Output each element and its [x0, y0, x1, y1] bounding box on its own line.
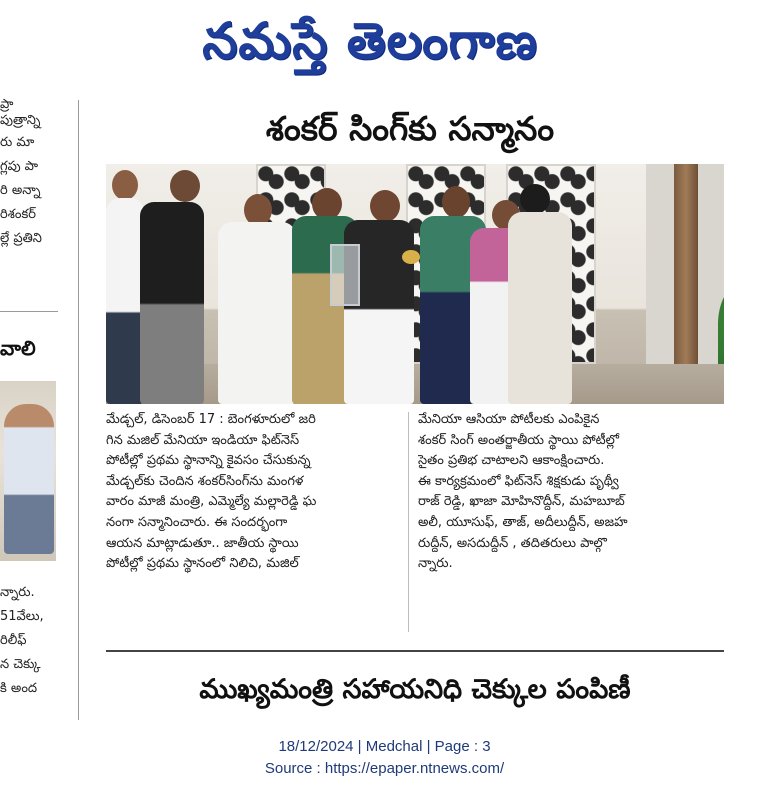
article-body-line: ఈ కార్యక్రమంలో ఫిట్‌నెస్ శిక్షకుడు పృథ్వీ	[418, 473, 619, 489]
footer-source-link[interactable]: Source : https://epaper.ntnews.com/	[264, 760, 505, 777]
article-body-line: రుద్దీన్, అసదుద్దీన్ , తదితరులు పాల్గొ	[418, 535, 607, 551]
photo-person	[140, 202, 204, 404]
photo-person	[218, 222, 296, 404]
masthead-title: నమస్తే తెలంగాణ	[202, 12, 538, 70]
second-article-headline: ముఖ్యమంత్రి సహాయనిధి చెక్కుల పంపిణీ	[199, 674, 631, 705]
photo-award-frame	[330, 244, 360, 306]
left-column-heading: వాలి	[0, 336, 36, 360]
left-column-line: ప్రా	[0, 97, 14, 112]
article-photo	[106, 164, 724, 404]
left-column-line: ల్లే ప్రతిని	[0, 231, 42, 246]
article-body-line: శంకర్ సింగ్ అంతర్జాతీయ స్థాయి పోటీల్లో	[418, 432, 619, 448]
left-column-line: రిశంకర్	[0, 207, 36, 222]
left-column-line: రిలీఫ్	[0, 633, 27, 648]
article-body-line: రాజ్ రెడ్డి, ఖాజా మోహినొద్దీన్, మహబూబ్	[418, 494, 625, 510]
left-column-photo-person	[4, 404, 54, 554]
photo-person-head	[112, 170, 138, 200]
photo-person	[106, 198, 144, 404]
article-body-line: వారం మాజీ మంత్రి, ఎమ్మెల్యే మల్లారెడ్డి ఘ	[106, 494, 317, 510]
article-body-line: నంగా సన్మానించారు. ఈ సందర్భంగా	[106, 514, 288, 530]
article-body-right	[418, 410, 724, 575]
article-body-line: పోటీల్లో ప్రథమ స్థానాన్ని కైవసం చేసుకున్న	[106, 453, 311, 469]
article-body-line: పోటీల్లో ప్రథమ స్థానంలో నిలిచి, మజిల్	[106, 556, 299, 572]
left-column-line: కి అంద	[0, 681, 38, 696]
left-column-rule	[0, 311, 58, 312]
article-separator-rule	[106, 650, 724, 652]
article-body-line: మేనియా ఆసియా పోటీలకు ఎంపికైన	[418, 412, 600, 427]
article-body-line: ఆయన మాట్లాడుతూ.. జాతీయ స్థాయి	[106, 535, 299, 551]
article-column-divider	[408, 412, 409, 632]
photo-person	[508, 212, 572, 404]
article-body-line: గిన మజిల్ మేనియా ఇండియా ఫిట్‌నెస్	[106, 432, 300, 448]
photo-person-cap	[520, 184, 550, 214]
article-body-line: మేడ్చల్, డిసెంబర్ 17 : బెంగళూరులో జరి	[106, 412, 316, 427]
photo-person-head	[170, 170, 200, 202]
column-divider	[78, 100, 79, 720]
photo-person-head	[370, 190, 400, 222]
left-column-line: పుత్రాన్ని	[0, 113, 41, 128]
photo-medal	[402, 250, 420, 264]
left-column-clipped	[0, 96, 60, 726]
article-body-line: సైతం ప్రతిభ చాటాలని ఆకాంక్షించారు.	[418, 453, 605, 469]
article-body-line: అలీ, యూసుఫ్, తాజ్, అదీలుద్దీన్, అజహ	[418, 514, 628, 530]
left-column-line: రి అన్నా	[0, 183, 41, 198]
photo-person-head	[442, 186, 470, 218]
left-column-line: న్నారు.	[0, 585, 35, 600]
article-body-left	[106, 410, 402, 575]
left-column-line: న చెక్కు	[0, 657, 41, 672]
left-column-line: గ్లపు పా	[0, 159, 39, 174]
article-body-line: న్నారు.	[418, 556, 453, 572]
footer-edition-info: 18/12/2024 | Medchal | Page : 3	[278, 738, 491, 755]
article-body-line: మేడ్చల్‌కు చెందిన శంకర్‌సింగ్‌ను మంగళ	[106, 473, 304, 489]
left-column-line: రు మా	[0, 135, 35, 150]
left-column-line: 51వేలు,	[0, 609, 44, 624]
article-headline: శంకర్ సింగ్‌కు సన్మానం	[265, 109, 555, 148]
